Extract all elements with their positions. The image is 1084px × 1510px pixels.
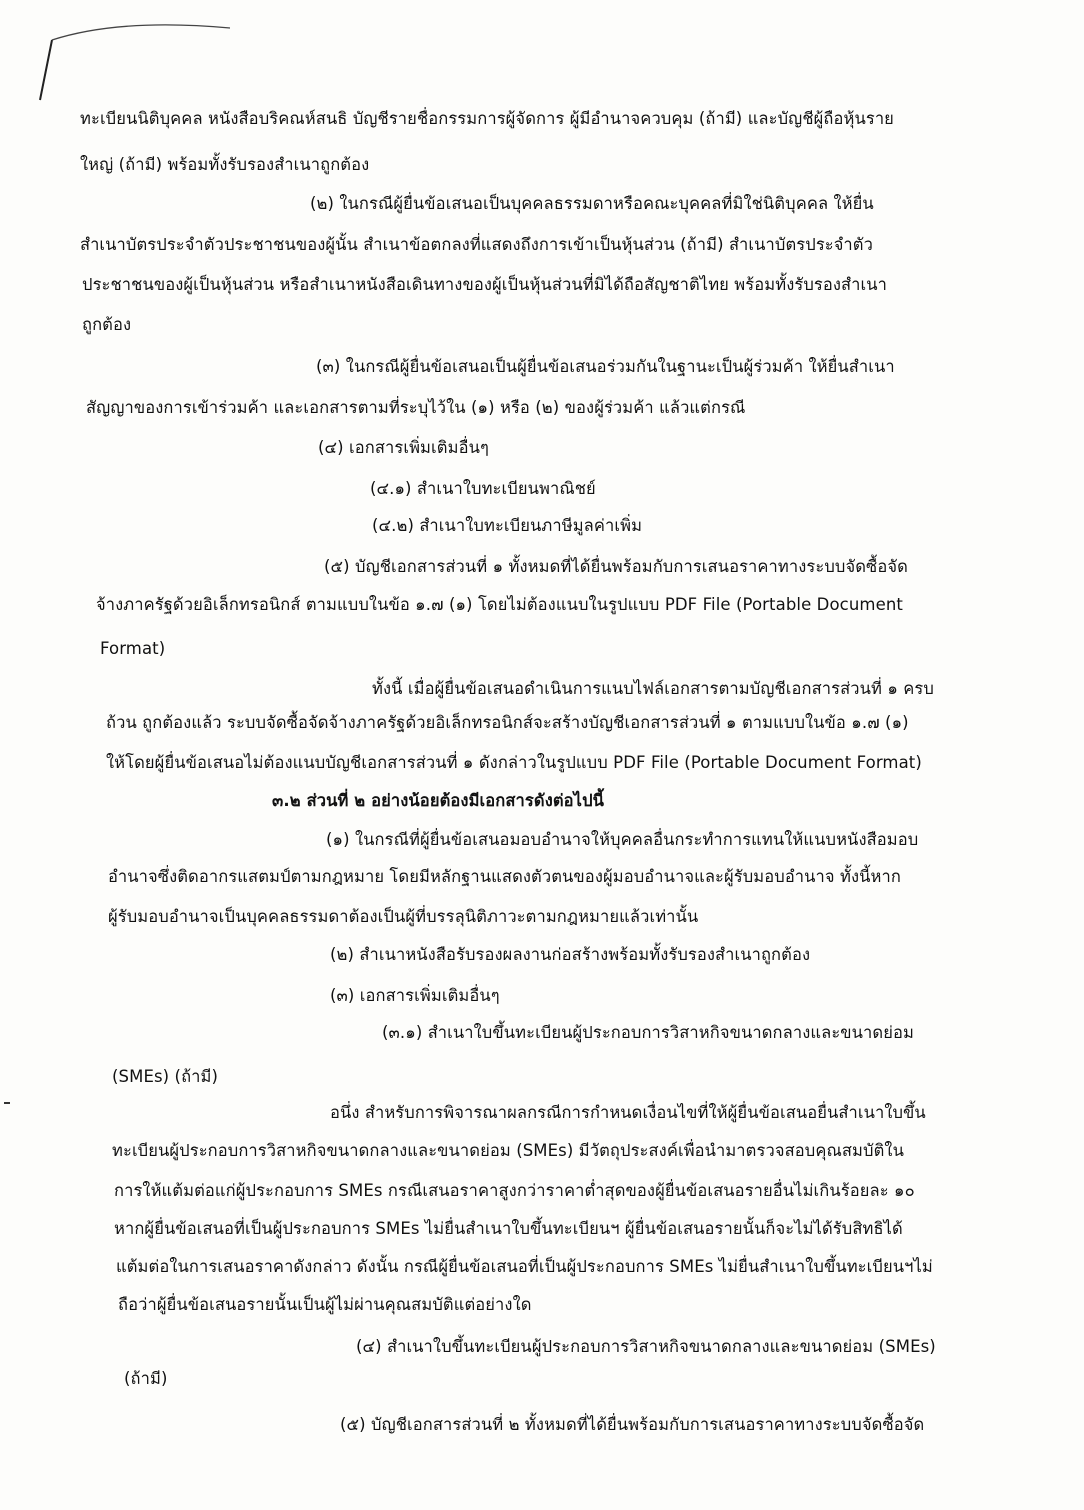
text-line: (๑) ในกรณีที่ผู้ยื่นข้อเสนอมอบอำนาจให้บุคคลอื่นกระทำการแทนให้แนบหนังสือมอบ	[326, 830, 919, 849]
text-line: Format)	[100, 639, 166, 658]
text-line: (๔) สำเนาใบขึ้นทะเบียนผู้ประกอบการวิสาหกิจขนาดกลางและขนาดย่อม (SMEs)	[356, 1337, 936, 1356]
text-line: (SMEs) (ถ้ามี)	[112, 1067, 219, 1086]
text-line: ทะเบียนนิติบุคคล หนังสือบริคณห์สนธิ บัญชีรายชื่อกรรมการผู้จัดการ ผู้มีอำนาจควบคุม (ถ้ามี) และบัญชีผู้ถือหุ้นราย	[80, 109, 894, 128]
text-line: ถูกต้อง	[82, 315, 132, 334]
text-line: อนึ่ง สำหรับการพิจารณาผลกรณีการกำหนดเงื่อนไขที่ให้ผู้ยื่นข้อเสนอยื่นสำเนาใบขึ้น	[330, 1103, 926, 1122]
text-line: ทะเบียนผู้ประกอบการวิสาหกิจขนาดกลางและขนาดย่อม (SMEs) มีวัตถุประสงค์เพื่อนำมาตรวจสอบคุณสมบัติใน	[112, 1141, 904, 1160]
text-line: ใหญ่ (ถ้ามี) พร้อมทั้งรับรองสำเนาถูกต้อง	[80, 155, 370, 174]
text-line: ถือว่าผู้ยื่นข้อเสนอรายนั้นเป็นผู้ไม่ผ่านคุณสมบัติแต่อย่างใด	[118, 1295, 532, 1314]
text-line: ประชาชนของผู้เป็นหุ้นส่วน หรือสำเนาหนังสือเดินทางของผู้เป็นหุ้นส่วนที่มิได้ถือสัญชาติไทย พร้อมทั้งรับรองสำเนา	[82, 275, 887, 294]
text-line: ผู้รับมอบอำนาจเป็นบุคคลธรรมดาต้องเป็นผู้ที่บรรลุนิติภาวะตามกฎหมายแล้วเท่านั้น	[108, 907, 699, 926]
text-line: (๕) บัญชีเอกสารส่วนที่ ๒ ทั้งหมดที่ได้ยื่นพร้อมกับการเสนอราคาทางระบบจัดซื้อจัด	[340, 1415, 925, 1434]
text-line: (๔.๑) สำเนาใบทะเบียนพาณิชย์	[370, 479, 596, 498]
text-line: (๔) เอกสารเพิ่มเติมอื่นๆ	[318, 438, 489, 457]
text-line: การให้แต้มต่อแก่ผู้ประกอบการ SMEs กรณีเสนอราคาสูงกว่าราคาต่ำสุดของผู้ยื่นข้อเสนอรายอื่นไม่เกินร้อยละ ๑๐	[114, 1181, 915, 1200]
text-line: (๒) ในกรณีผู้ยื่นข้อเสนอเป็นบุคคลธรรมดาหรือคณะบุคคลที่มิใช่นิติบุคคล ให้ยื่น	[310, 194, 874, 213]
text-line: แต้มต่อในการเสนอราคาดังกล่าว ดังนั้น กรณีผู้ยื่นข้อเสนอที่เป็นผู้ประกอบการ SMEs ไม่ยื่นสำเนาใบขึ้นทะเบียนฯไม่	[116, 1257, 933, 1276]
text-line: (ถ้ามี)	[124, 1369, 168, 1388]
text-line: อำนาจซึ่งติดอากรแสตมป์ตามกฎหมาย โดยมีหลักฐานแสดงตัวตนของผู้มอบอำนาจและผู้รับมอบอำนาจ ทั้งนี้หาก	[108, 867, 901, 886]
scan-edge-mark	[0, 0, 300, 110]
text-line: (๔.๒) สำเนาใบทะเบียนภาษีมูลค่าเพิ่ม	[372, 516, 643, 535]
text-line: (๒) สำเนาหนังสือรับรองผลงานก่อสร้างพร้อมทั้งรับรองสำเนาถูกต้อง	[330, 945, 811, 964]
text-line: (๓) ในกรณีผู้ยื่นข้อเสนอเป็นผู้ยื่นข้อเสนอร่วมกันในฐานะเป็นผู้ร่วมค้า ให้ยื่นสำเนา	[316, 357, 895, 376]
text-line: ถ้วน ถูกต้องแล้ว ระบบจัดซื้อจัดจ้างภาครัฐด้วยอิเล็กทรอนิกส์จะสร้างบัญชีเอกสารส่วนที่ ๑ ตามแบบในข้อ ๑.๗ (๑)	[106, 713, 909, 732]
text-line: (๓) เอกสารเพิ่มเติมอื่นๆ	[330, 986, 500, 1005]
text-line: หากผู้ยื่นข้อเสนอที่เป็นผู้ประกอบการ SMEs ไม่ยื่นสำเนาใบขึ้นทะเบียนฯ ผู้ยื่นข้อเสนอรายนั้นก็จะไม่ได้รับสิทธิได้	[114, 1219, 903, 1238]
text-line: (๓.๑) สำเนาใบขึ้นทะเบียนผู้ประกอบการวิสาหกิจขนาดกลางและขนาดย่อม	[382, 1023, 914, 1042]
text-line: (๕) บัญชีเอกสารส่วนที่ ๑ ทั้งหมดที่ได้ยื่นพร้อมกับการเสนอราคาทางระบบจัดซื้อจัด	[324, 557, 908, 576]
text-line: จ้างภาครัฐด้วยอิเล็กทรอนิกส์ ตามแบบในข้อ ๑.๗ (๑) โดยไม่ต้องแนบในรูปแบบ PDF File (Portable Document	[96, 595, 903, 614]
text-line: สัญญาของการเข้าร่วมค้า และเอกสารตามที่ระบุไว้ใน (๑) หรือ (๒) ของผู้ร่วมค้า แล้วแต่กรณี	[86, 398, 746, 417]
text-line: สำเนาบัตรประจำตัวประชาชนของผู้นั้น สำเนาข้อตกลงที่แสดงถึงการเข้าเป็นหุ้นส่วน (ถ้ามี) สำเนาบัตรประจำตัว	[80, 235, 873, 254]
scan-speck	[4, 1102, 10, 1104]
text-line: ให้โดยผู้ยื่นข้อเสนอไม่ต้องแนบบัญชีเอกสารส่วนที่ ๑ ดังกล่าวในรูปแบบ PDF File (Portable Document Format)	[106, 753, 922, 772]
section-heading: ๓.๒ ส่วนที่ ๒ อย่างน้อยต้องมีเอกสารดังต่อไปนี้	[272, 791, 605, 810]
text-line: ทั้งนี้ เมื่อผู้ยื่นข้อเสนอดำเนินการแนบไฟล์เอกสารตามบัญชีเอกสารส่วนที่ ๑ ครบ	[372, 679, 934, 698]
